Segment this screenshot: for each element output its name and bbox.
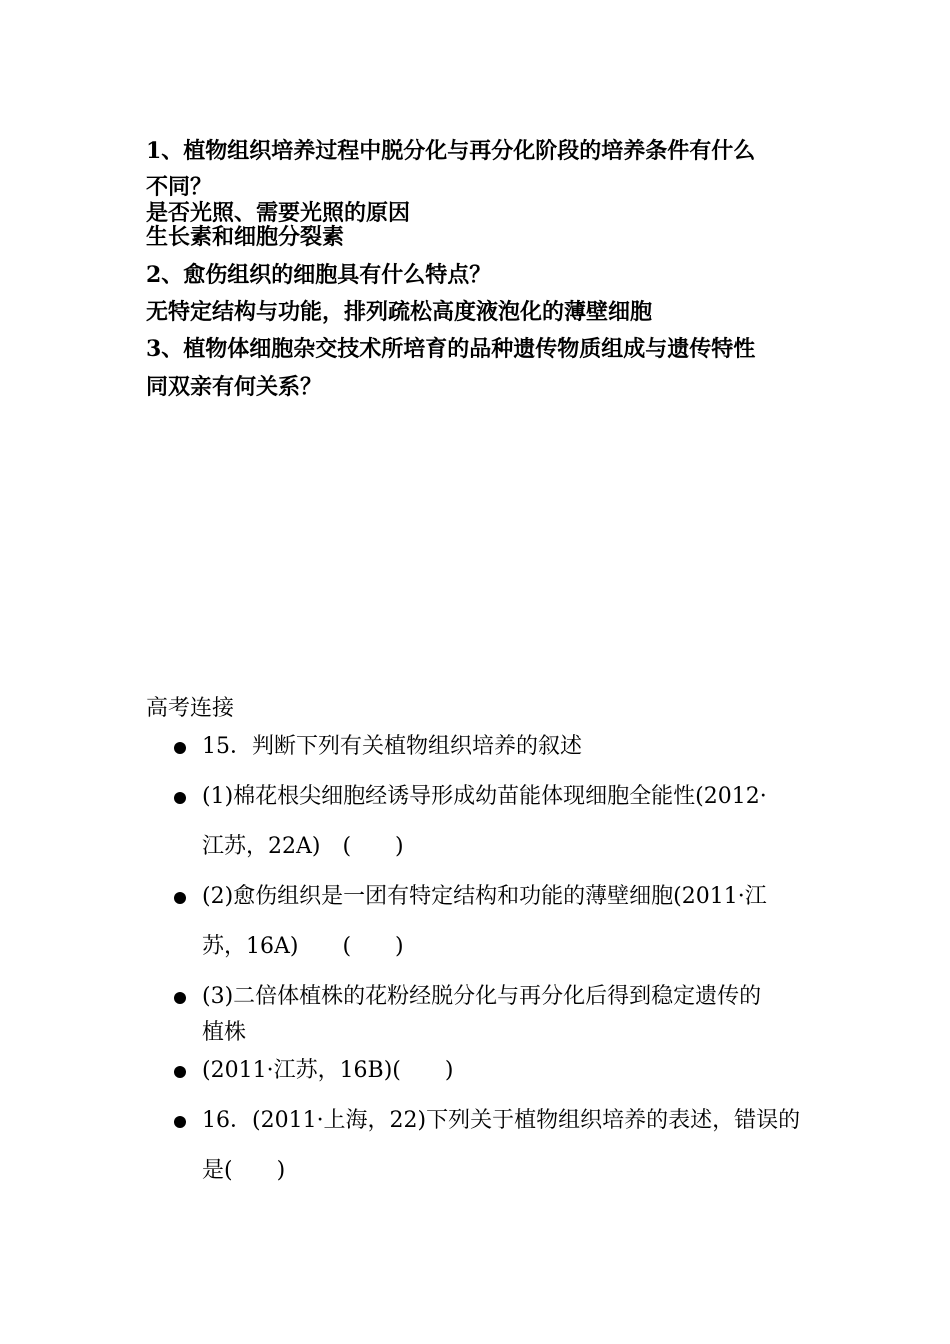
question-1-line-1: 1、植物组织培养过程中脱分化与再分化阶段的培养条件有什么 bbox=[146, 138, 756, 164]
bullet-icon bbox=[174, 1116, 186, 1128]
list-item-text: 苏，16A) ( ) bbox=[202, 934, 404, 959]
question-3-line-1: 3、植物体细胞杂交技术所培育的品种遗传物质组成与遗传特性 bbox=[146, 336, 756, 362]
list-item-text: (1)棉花根尖细胞经诱导形成幼苗能体现细胞全能性(2012· bbox=[202, 784, 767, 809]
list-item-text: (3)二倍体植株的花粉经脱分化与再分化后得到稳定遗传的 bbox=[202, 984, 762, 1009]
bullet-icon bbox=[174, 742, 186, 754]
list-item-text: (2)愈伤组织是一团有特定结构和功能的薄壁细胞(2011·江 bbox=[202, 884, 767, 909]
bullet-icon bbox=[174, 792, 186, 804]
question-2: 2、愈伤组织的细胞具有什么特点？ bbox=[146, 262, 492, 288]
answer-1-line-2: 生长素和细胞分裂素 bbox=[146, 224, 345, 250]
answer-2: 无特定结构与功能，排列疏松高度液泡化的薄壁细胞 bbox=[146, 299, 653, 325]
bullet-icon bbox=[174, 1066, 186, 1078]
bullet-icon bbox=[174, 992, 186, 1004]
list-item-text: 植株 bbox=[202, 1020, 247, 1045]
question-1-line-2: 不同？ bbox=[146, 174, 213, 200]
answer-1-line-1: 是否光照、需要光照的原因 bbox=[146, 200, 411, 226]
list-item-text: (2011·江苏，16B)( ) bbox=[202, 1058, 454, 1083]
list-item-text: 是( ) bbox=[202, 1158, 286, 1183]
list-item-text: 江苏，22A) ( ) bbox=[202, 834, 404, 859]
list-item-text: 15．判断下列有关植物组织培养的叙述 bbox=[202, 734, 582, 759]
list-item-text: 16．(2011·上海，22)下列关于植物组织培养的表述，错误的 bbox=[202, 1108, 801, 1133]
question-3-line-2: 同双亲有何关系？ bbox=[146, 374, 323, 400]
bullet-icon bbox=[174, 892, 186, 904]
gaokao-section-title: 高考连接 bbox=[146, 696, 235, 721]
